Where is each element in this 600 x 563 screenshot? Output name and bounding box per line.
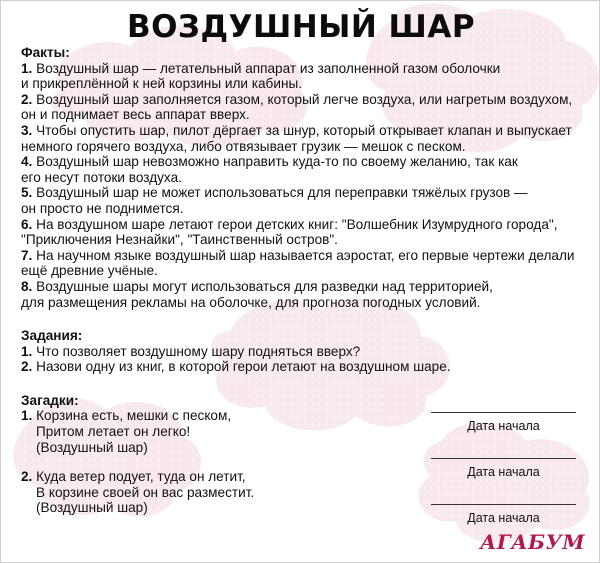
fact-item-4 [21, 154, 596, 185]
fact-text: Чтобы опустить шар, пилот дёргает за шнур, который открывает клапан и выпускает [36, 122, 572, 138]
fact-text: "Приключения Незнайки", "Таинственный остров". [21, 232, 338, 248]
fact-number: 6. [21, 216, 33, 232]
fact-item-7 [21, 248, 596, 279]
fact-item-1 [21, 61, 596, 92]
fact-number: 1. [21, 60, 33, 76]
fact-text: немного горячего воздуха, либо отвязывает грузик — мешок с песком. [21, 138, 466, 154]
fact-number: 2. [21, 91, 33, 107]
riddle-answer: (Воздушный шар) [36, 500, 148, 516]
fact-text: Воздушный шар не может использоваться для переправки тяжёлых грузов — [36, 185, 528, 201]
riddle-number: 2. [21, 469, 33, 485]
fact-text: На научном языке воздушный шар называется аэростат, его первые чертежи делали [36, 247, 575, 263]
date-line [431, 412, 576, 419]
task-text: Назови одну из книг, в которой герои летают на воздушном шаре. [36, 359, 451, 375]
agabum-logo: АГАБУМ [480, 530, 585, 554]
fact-text: он и поднимает весь аппарат вверх. [21, 107, 250, 123]
tasks-heading: Задания: [21, 328, 83, 344]
fact-text: Воздушный шар невозможно направить куда-то по своему желанию, так как [36, 154, 518, 170]
task-text: Что позволяет воздушному шару подняться вверх? [36, 343, 361, 359]
fact-text: На воздушном шаре летают герои детских книг: "Волшебник Изумрудного города", [36, 216, 558, 232]
date-line [431, 458, 576, 465]
content [21, 45, 596, 516]
fact-text: и прикреплённой к ней корзины или кабины. [21, 76, 302, 92]
date-line [431, 504, 576, 511]
riddle-text: В корзине своей он вас разместит. [36, 484, 255, 500]
fact-number: 5. [21, 185, 33, 201]
fact-number: 8. [21, 278, 33, 294]
task-item-1 [21, 344, 596, 360]
fact-text: ещё древние учёные. [21, 263, 158, 279]
riddle-answer: (Воздушный шар) [36, 439, 148, 455]
task-number: 1. [21, 343, 33, 359]
riddle-number: 1. [21, 408, 33, 424]
riddles-heading: Загадки: [21, 392, 79, 408]
fact-number: 4. [21, 154, 33, 170]
date-start-field-3[interactable] [431, 504, 576, 525]
date-start-label: Дата начала [467, 419, 540, 433]
fact-text: для размещения рекламы на оболочке, для прогноза погодных условий. [21, 294, 481, 310]
facts-heading: Факты: [21, 45, 70, 60]
riddle-text: Притом летает он легко! [36, 424, 191, 440]
fact-text: Воздушный шар заполняется газом, который легче воздуха, или нагретым воздухом, [36, 91, 573, 107]
fact-number: 3. [21, 122, 33, 138]
fact-item-8 [21, 279, 596, 310]
fact-item-5 [21, 185, 596, 216]
date-start-label: Дата начала [467, 465, 540, 479]
fact-item-3 [21, 123, 596, 154]
task-item-2 [21, 359, 596, 375]
fact-text: Воздушный шар — летательный аппарат из заполненной газом оболочки [36, 60, 501, 76]
fact-text: его несут потоки воздуха. [21, 169, 182, 185]
date-start-label: Дата начала [467, 511, 540, 525]
fact-item-2 [21, 92, 596, 123]
fact-text: он просто не поднимется. [21, 200, 184, 216]
page-title: ВОЗДУШНЫЙ ШАР [126, 9, 476, 45]
tasks-list [21, 344, 596, 375]
facts-list [21, 61, 596, 311]
date-start-field-1[interactable] [431, 412, 576, 433]
task-number: 2. [21, 359, 33, 375]
fact-text: Воздушные шары могут использоваться для разведки над территорией, [36, 278, 493, 294]
date-start-field-2[interactable] [431, 458, 576, 479]
fact-item-6 [21, 217, 596, 248]
riddle-text: Корзина есть, мешки с песком, [36, 408, 232, 424]
riddle-text: Куда ветер подует, туда он летит, [36, 469, 246, 485]
fact-number: 7. [21, 247, 33, 263]
